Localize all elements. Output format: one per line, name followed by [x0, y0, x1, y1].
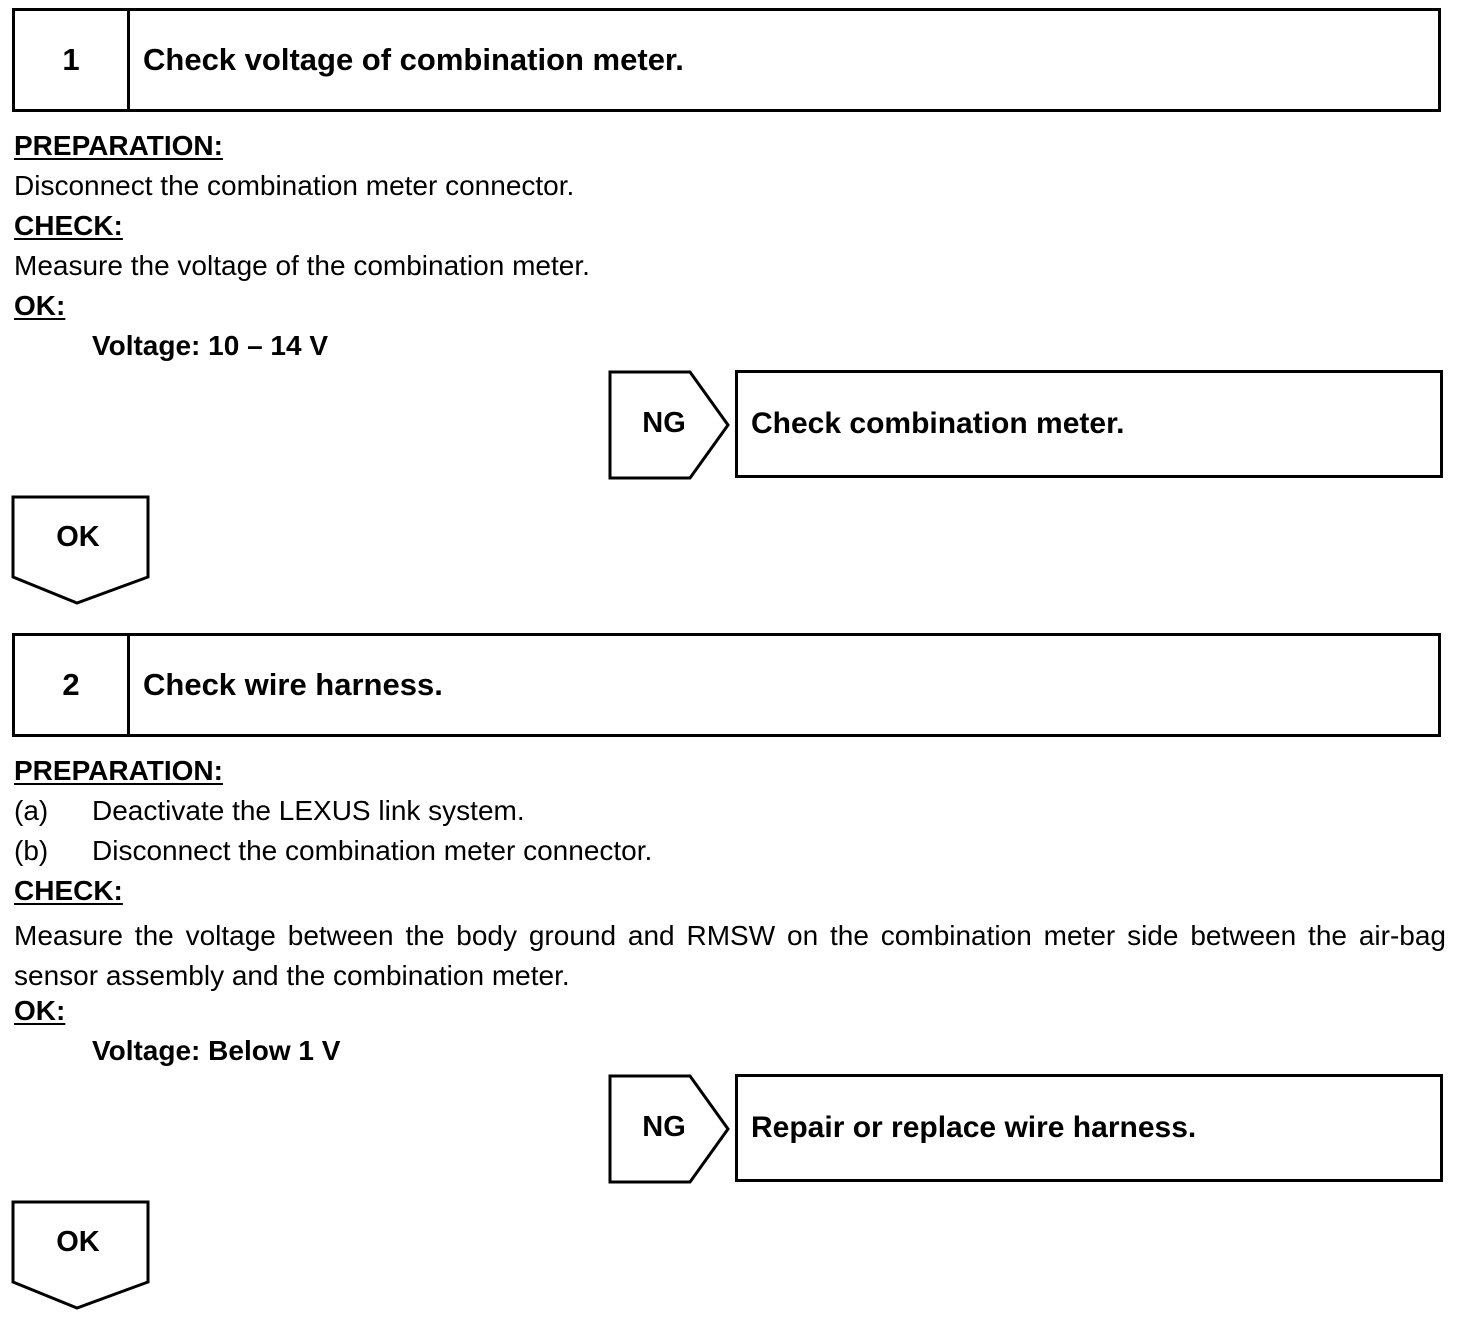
ok-arrow-label: OK: [56, 521, 100, 553]
ng-result-text: Check combination meter.: [751, 407, 1125, 440]
item-text: Disconnect the combination meter connector.: [92, 835, 653, 866]
step-number: 2: [15, 636, 130, 734]
ng-label: NG: [642, 407, 686, 439]
preparation-heading: PREPARATION:: [14, 755, 223, 786]
check-heading: CHECK:: [14, 210, 123, 241]
check-text: Measure the voltage of the combination meter.: [14, 250, 590, 281]
ng-result-text: Repair or replace wire harness.: [751, 1111, 1197, 1144]
preparation-heading: PREPARATION:: [14, 130, 223, 161]
check-text: Measure the voltage between the body ground and RMSW on the combination meter side between the air-bag sensor assembly and the combination meter.: [14, 920, 1446, 991]
item-label: (b): [14, 835, 49, 866]
ok-arrow-label: OK: [56, 1226, 100, 1258]
ok-value: Voltage: Below 1 V: [92, 1035, 341, 1066]
step-title: Check wire harness.: [143, 667, 443, 702]
preparation-item: [14, 836, 914, 866]
ok-heading: OK:: [14, 290, 66, 321]
ng-result-box: [735, 1074, 1443, 1182]
item-text: Deactivate the LEXUS link system.: [92, 795, 525, 826]
preparation-text: Disconnect the combination meter connector.: [14, 170, 575, 201]
ok-value: Voltage: 10 – 14 V: [92, 330, 329, 361]
step-2-header: [12, 633, 1441, 737]
item-label: (a): [14, 795, 49, 826]
step-number: 1: [15, 11, 130, 109]
step-1-header: [12, 8, 1441, 112]
ng-result-box: [735, 370, 1443, 478]
step-title: Check voltage of combination meter.: [143, 42, 684, 77]
ng-label: NG: [642, 1111, 686, 1143]
check-heading: CHECK:: [14, 875, 123, 906]
ok-heading: OK:: [14, 995, 66, 1026]
preparation-item: [14, 796, 914, 826]
